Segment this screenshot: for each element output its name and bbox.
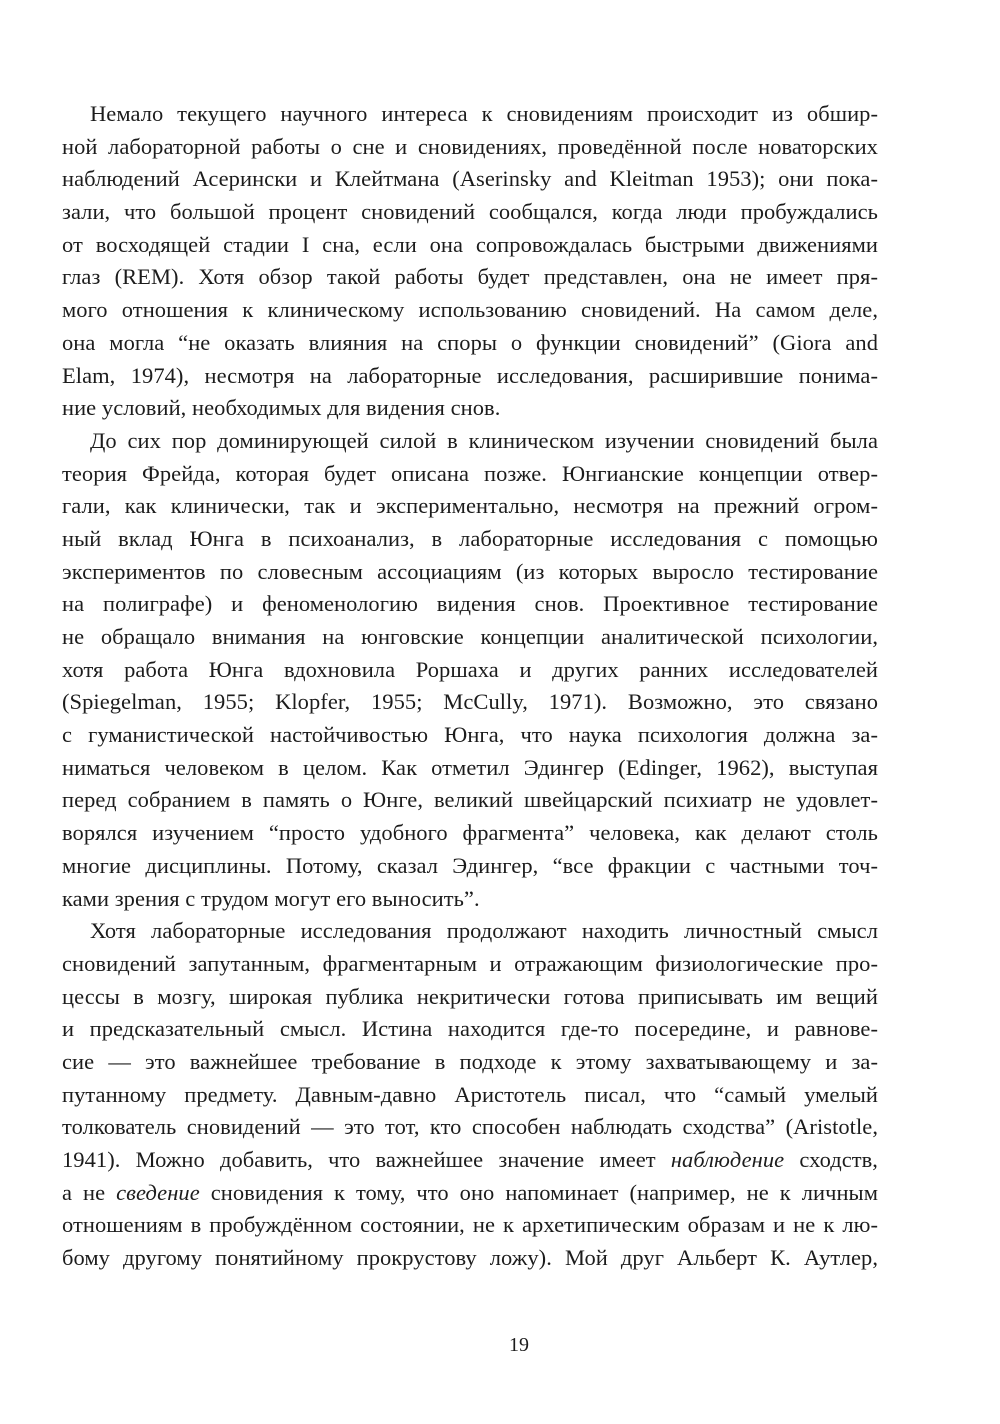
text-line: путанному предмету. Давным-давно Аристотель писал, что “самый умелый [62,1081,878,1107]
text-line: сновидений запутанным, фрагментарным и отражающим физиологические про- [62,950,878,976]
text-line: ный вклад Юнга в психоанализ, в лабораторные исследования с помощью [62,525,878,551]
text-line: Немало текущего научного интереса к сновидениям происходит из обшир- [90,101,878,126]
text-line: экспериментов по словесным ассоциациям (из которых выросло тестирование [62,558,878,584]
emphasized-word: наблюдение [670,1147,785,1172]
text-line: ной лабораторной работы о сне и сновидениях, проведённой после новаторских [62,133,878,159]
text-line: мого отношения к клиническому использованию сновидений. На самом деле, [62,297,878,323]
text-line: толкователь сновидений — это тот, кто способен наблюдать сходства” (Aristotle, [62,1114,878,1140]
text-line: не обращало внимания на юнговские концепции аналитической психологии, [62,624,878,649]
paragraph-3 [62,915,878,1275]
paragraph-1 [62,98,878,425]
text-line: на полиграфе) и феноменологию видения снов. Проективное тестирование [62,591,878,617]
text-line: гали, как клинически, так и экспериментально, несмотря на прежний огром- [62,493,878,519]
text-line: ниматься человеком в целом. Как отметил Эдингер (Edinger, 1962), выступая [62,754,878,780]
text-line: она могла “не оказать влияния на споры о функции сновидений” (Giora and [62,329,878,355]
text-line: многие дисциплины. Потому, сказал Эдингер, “все фракции с частными точ- [62,852,878,878]
text-line-with-emphasis [62,1144,878,1177]
text-line-with-emphasis [62,1177,878,1210]
text-line: хотя работа Юнга вдохновила Роршаха и других ранних исследователей [62,656,878,682]
text-line: отношениям в пробуждённом состоянии, не к архетипическим образам и не к лю- [62,1212,878,1238]
text-line: ворялся изучением “просто удобного фрагмента” человека, как делают столь [62,820,878,846]
text-line: Elam, 1974), несмотря на лабораторные исследования, расширившие понима- [62,362,878,388]
emphasized-word: сведение [116,1179,200,1205]
text-segment: сходств, [784,1147,878,1172]
text-line: от восходящей стадии I сна, если она сопровождалась быстрыми движениями [62,231,878,257]
body-text [62,98,878,1275]
text-line: цессы в мозгу, широкая публика некритически готова приписывать им вещий [62,983,878,1009]
text-line: зали, что большой процент сновидений сообщался, когда люди пробуждались [62,199,878,225]
text-line: глаз (REM). Хотя обзор такой работы будет представлен, она не имеет пря- [62,264,878,290]
text-segment: сновидения к тому, что оно напоминает (например, не к личным [199,1179,878,1205]
text-line: с гуманистической настойчивостью Юнга, что наука психология должна за- [62,722,878,748]
text-line: и предсказательный смысл. Истина находится где-то посередине, и равнове- [62,1016,878,1042]
text-line: (Spiegelman, 1955; Klopfer, 1955; McCully, 1971). Возможно, это связано [62,689,878,715]
text-line: бому другому понятийному прокрустову ложу). Мой друг Альберт К. Аутлер, [62,1245,878,1271]
text-segment: а не [62,1179,117,1205]
text-line: наблюдений Асерински и Клейтмана (Aserinsky and Kleitman 1953); они пока- [62,166,878,192]
text-line: До сих пор доминирующей силой в клиническом изучении сновидений была [90,427,878,453]
text-line: теория Фрейда, которая будет описана позже. Юнгианские концепции отвер- [62,460,878,486]
text-segment: 1941). Можно добавить, что важнейшее значение имеет [62,1147,671,1172]
text-line: ками зрения с трудом могут его выносить”. [62,885,480,911]
page-number: 19 [509,1334,529,1356]
text-line: Хотя лабораторные исследования продолжают находить личностный смысл [90,918,878,944]
paragraph-2 [62,425,878,915]
text-line: перед собранием в память о Юнге, великий швейцарский психиатр не удовлет- [62,787,878,813]
text-line: сие — это важнейшее требование в подходе к этому захватывающему и за- [62,1048,878,1074]
text-line: ние условий, необходимых для видения снов. [62,395,501,421]
